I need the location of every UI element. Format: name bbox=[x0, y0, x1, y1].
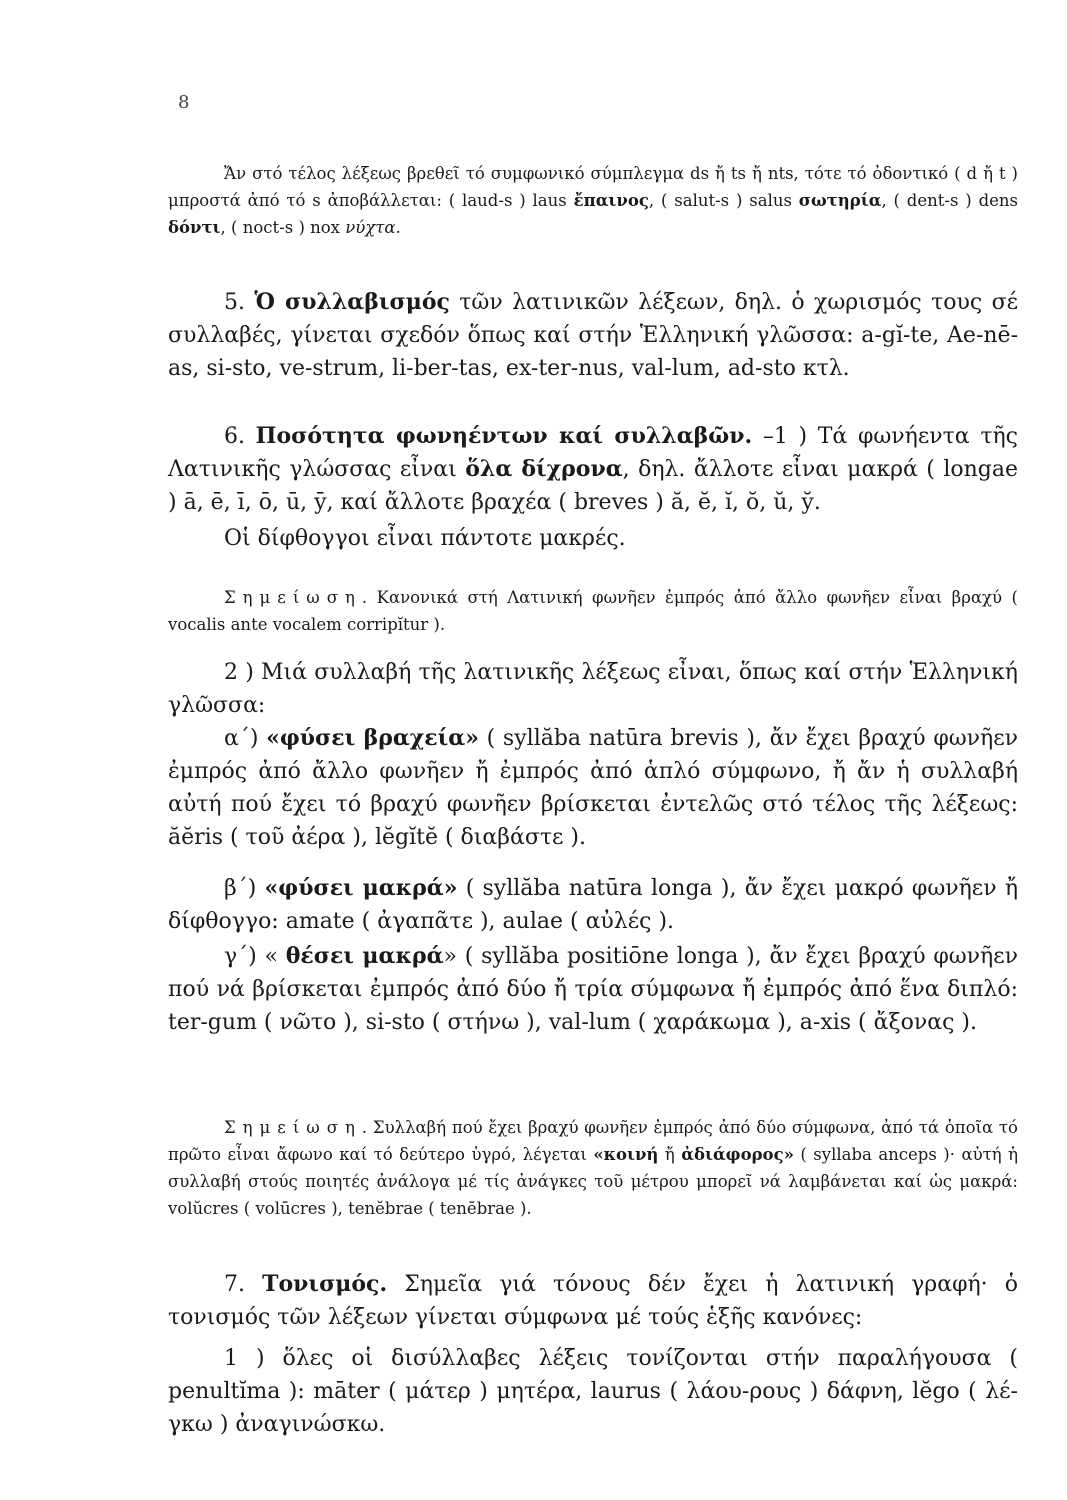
item-text: ( syllăba natūra longa ), ἄν ἔχει μακρό φωνῆεν ἤ δίφθογγο: amate ( ἀγαπᾶτε ), aulae ( αὐλές ). bbox=[168, 876, 1018, 934]
section-number: 7. bbox=[224, 1272, 263, 1297]
section-heading: Ὁ συλλαβισμός bbox=[254, 289, 450, 315]
section-heading: Ποσότητα φωνηέντων καί συλλαβῶν. bbox=[255, 423, 753, 449]
section-text: Σημεῖα γιά τόνους δέν ἔχει ἡ λατινική γραφή· ὁ τονισμός τῶν λέξεων γίνεται σύμφωνα μέ τούς ἑξῆς κανόνες: bbox=[168, 1272, 1019, 1330]
term-bold: δόντι bbox=[168, 218, 221, 237]
note-text: ( syllaba anceps )· αὐτή ἡ συλλαβή στούς ποιητές ἀνάλογα μέ τίς ἀνάγκες τοῦ μέτρου μπορεῖ νά λαμβάνεται καί ὡς μακρά: volŭcres ( volūcres ), tenĕbrae ( tenēbrae ). bbox=[168, 1145, 1018, 1218]
text: Ἄν στό τέλος λέξεως βρεθεῖ τό συμφωνικό σύμπλεγμα ds ἤ ts ἤ nts, τότε τό ὀδοντικό ( d ἤ t ) μπροστά ἀπό τό s ἀποβάλλεται: ( laud-s ) laus bbox=[168, 164, 1018, 210]
text: , ( salut-s ) salus bbox=[648, 191, 799, 210]
item-prefix: α΄) bbox=[224, 726, 267, 751]
item-prefix: γ΄) « bbox=[224, 944, 286, 969]
note-vowel-before-vowel bbox=[168, 584, 1018, 638]
section-6-2-syllable-quantity: 2 ) Μιά συλλαβή τῆς λατινικῆς λέξεως εἶναι, ὅπως καί στήν Ἑλληνική γλῶσσα: bbox=[168, 660, 1018, 718]
term-bold: «φύσει βραχεία» bbox=[266, 725, 479, 751]
section-6-diphthongs: Οἱ δίφθογγοι εἶναι πάντοτε μακρές. bbox=[224, 526, 626, 551]
text: , ( dent-s ) dens bbox=[881, 191, 1018, 210]
term-bold: θέσει μακρά bbox=[285, 943, 444, 969]
term-bold: ἔπαινος bbox=[573, 191, 649, 210]
section-heading: Τονισμός. bbox=[262, 1271, 388, 1297]
item-b-long-by-nature bbox=[168, 872, 1018, 938]
note-text: . Κανονικά στή Λατινική φωνῆεν ἐμπρός ἀπό ἄλλο φωνῆεν εἶναι βραχύ ( vocalis ante vocalem corripĭtur ). bbox=[168, 588, 1018, 634]
section-text: τῶν λατινικῶν λέξεων, δηλ. ὁ χωρισμός τους σέ συλλαβές, γίνεται σχεδόν ὅπως καί στήν Ἑλληνική γλῶσσα: a-gĭ-te, Ae-nē-as, si-sto, ve-strum, li-ber-tas, ex-ter-nus, val-lum, ad-sto κτλ. bbox=[168, 290, 1019, 381]
term-bold: ἀδιάφορος» bbox=[681, 1145, 794, 1164]
text: . bbox=[395, 218, 401, 237]
section-7-accentuation bbox=[168, 1268, 1018, 1334]
section-text: –1 ) Τά φωνήεντα τῆς Λατινικῆς γλώσσας εἶναι bbox=[168, 424, 1019, 482]
term-bold: «φύσει μακρά» bbox=[264, 875, 458, 901]
note-text: . Συλλαβή πού ἔχει βραχύ φωνῆεν ἐμπρός ἀπό δύο σύμφωνα, ἀπό τά ὁποῖα τό πρῶτο εἶναι ἄφωνο καί τό δεύτερο ὑγρό, λέγεται bbox=[168, 1118, 1018, 1164]
term-bold: σωτηρία bbox=[798, 191, 882, 210]
item-text: ( syllăba natūra brevis ), ἄν ἔχει βραχύ φωνῆεν ἐμπρός ἀπό ἄλλο φωνῆεν ἤ ἐμπρός ἀπό ἁπλό σύμφωνο, ἤ ἄν ἡ συλλαβή αὐτή πού ἔχει τό βραχύ φωνῆεν βρίσκεται ἐντελῶς στό τέλος τῆς λέξεως: ăĕris ( τοῦ ἀέρα ), lĕgĭtĕ ( διαβάστε ). bbox=[168, 726, 1018, 850]
note-label: Σημείωση bbox=[224, 1118, 362, 1137]
term-bold: «κοινή bbox=[593, 1145, 659, 1164]
term-bold: ὅλα δίχρονα bbox=[465, 456, 623, 482]
item-text: » ( syllăba positiōne longa ), ἄν ἔχει βραχύ φωνῆεν πού νά βρίσκεται ἐμπρός ἀπό δύο ἤ τρία σύμφωνα ἤ ἐμπρός ἀπό ἕνα διπλό: ter-gum ( νῶτο ), si-sto ( στήνω ), val-lum ( χαράκωμα ), a-xis ( ἄξονας ). bbox=[168, 944, 1018, 1035]
section-5-syllabification bbox=[168, 286, 1018, 385]
note-text: ἤ bbox=[658, 1145, 682, 1164]
paragraph-dental-elision bbox=[168, 160, 1018, 241]
section-7-1-disyllables: 1 ) ὅλες οἱ δισύλλαβες λέξεις τονίζονται στήν παραλήγουσα ( penultĭma ): māter ( μάτερ ) μητέρα, laurus ( λάου-ρους ) δάφνη, lĕgo ( λέ-γκω ) ἀναγινώσκω. bbox=[168, 1346, 1018, 1437]
item-c-long-by-position bbox=[168, 940, 1018, 1039]
page-number: 8 bbox=[178, 92, 190, 113]
section-text: , δηλ. ἄλλοτε εἶναι μακρά ( longae ) ā, ē, ī, ō, ū, ȳ, καί ἄλλοτε βραχέα ( breves ) ă, ĕ, ĭ, ŏ, ŭ, y̆. bbox=[168, 457, 1018, 515]
item-a-short-syllable bbox=[168, 722, 1018, 854]
item-prefix: β΄) bbox=[224, 876, 265, 901]
note-label: Σημείωση bbox=[224, 588, 362, 607]
section-number: 5. bbox=[224, 290, 255, 315]
section-6-quantity bbox=[168, 420, 1018, 519]
text: , ( noct-s ) nox bbox=[220, 218, 346, 237]
term-italic: νύχτα bbox=[345, 218, 396, 237]
note-common-syllable bbox=[168, 1114, 1018, 1222]
section-number: 6. bbox=[224, 424, 256, 449]
